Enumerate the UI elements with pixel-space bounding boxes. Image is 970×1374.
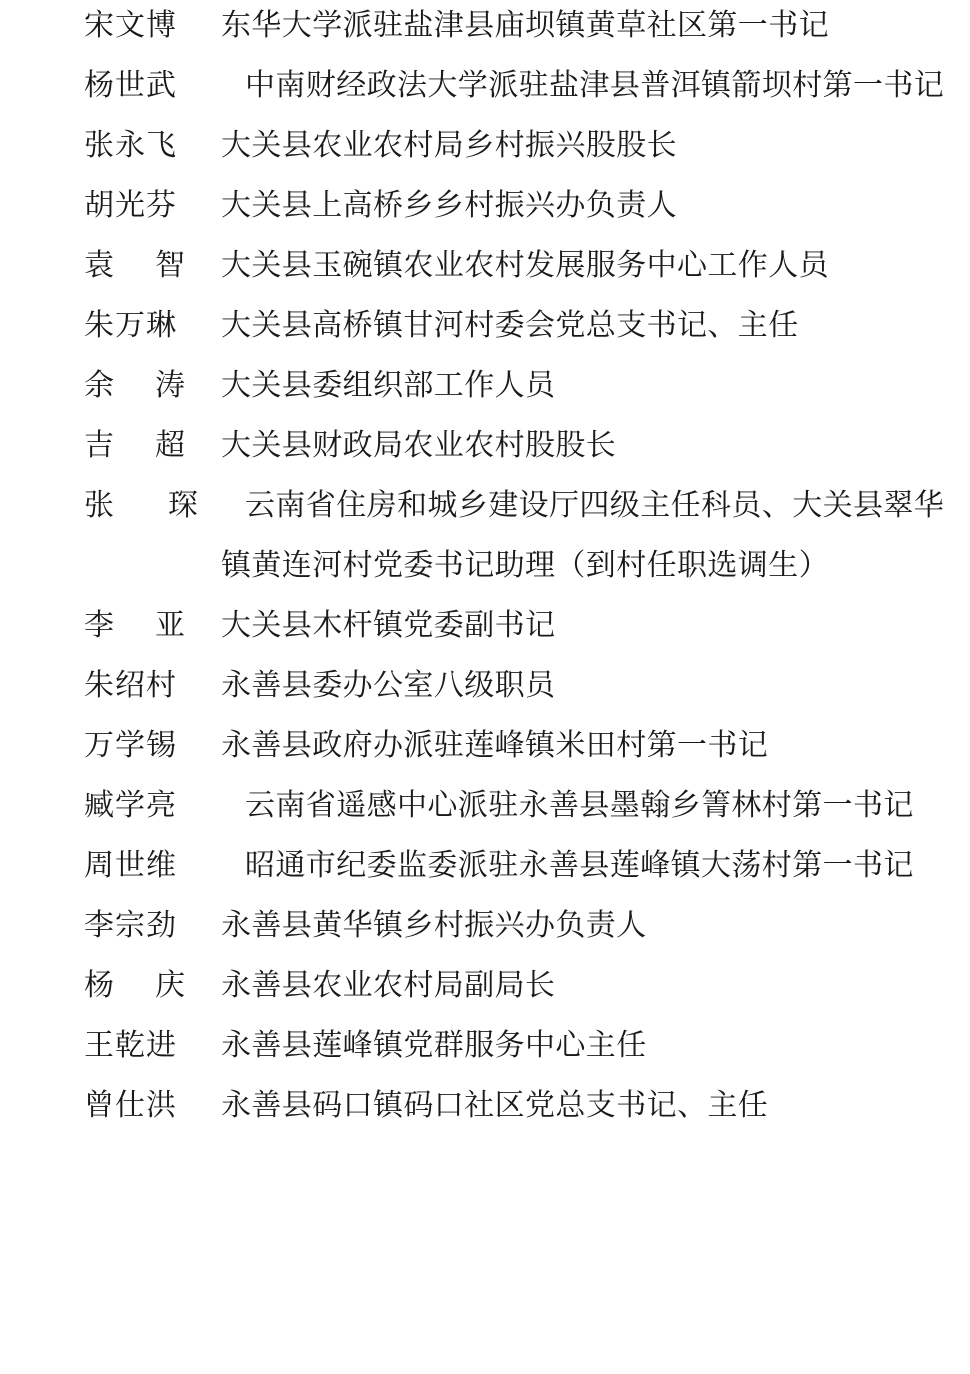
person-name: 张 琛 — [84, 488, 198, 523]
list-item — [84, 1016, 964, 1076]
list-item — [84, 1076, 964, 1136]
person-title: 大关县上高桥乡乡村振兴办负责人 — [221, 188, 677, 223]
list-item — [84, 776, 964, 836]
list-item — [84, 236, 964, 296]
person-title: 大关县木杆镇党委副书记 — [221, 608, 556, 643]
list-item — [84, 656, 964, 716]
list-item — [84, 836, 964, 896]
person-title: 大关县委组织部工作人员 — [221, 368, 556, 403]
person-title: 永善县黄华镇乡村振兴办负责人 — [221, 908, 647, 943]
person-title: 大关县玉碗镇农业农村发展服务中心工作人员 — [221, 248, 829, 283]
person-name: 李 亚 — [84, 608, 185, 643]
list-item — [84, 116, 964, 176]
person-title: 永善县政府办派驻莲峰镇米田村第一书记 — [221, 728, 769, 763]
person-name: 杨世武 — [84, 68, 177, 103]
person-name: 宋文博 — [84, 8, 177, 43]
list-item — [84, 716, 964, 776]
person-title: 大关县农业农村局乡村振兴股股长 — [221, 128, 677, 163]
list-item — [84, 896, 964, 956]
person-title: 中南财经政法大学派驻盐津县普洱镇箭坝村第一书记 — [245, 68, 945, 103]
person-name: 曾仕洪 — [84, 1088, 177, 1123]
person-name: 张永飞 — [84, 128, 177, 163]
list-item — [84, 356, 964, 416]
person-title: 云南省遥感中心派驻永善县墨翰乡箐林村第一书记 — [245, 788, 914, 823]
person-name: 朱万琳 — [84, 308, 177, 343]
list-item — [84, 416, 964, 476]
list-item — [84, 176, 964, 236]
personnel-list — [84, 0, 964, 1136]
person-title: 永善县委办公室八级职员 — [221, 668, 556, 703]
person-name: 袁 智 — [84, 248, 185, 283]
person-name: 胡光芬 — [84, 188, 177, 223]
list-item — [84, 56, 964, 116]
person-title: 大关县高桥镇甘河村委会党总支书记、主任 — [221, 308, 799, 343]
person-name: 杨 庆 — [84, 968, 185, 1003]
person-name: 臧学亮 — [84, 788, 177, 823]
list-item — [84, 0, 964, 56]
person-title: 永善县码口镇码口社区党总支书记、主任 — [221, 1088, 769, 1123]
person-title: 昭通市纪委监委派驻永善县莲峰镇大荡村第一书记 — [245, 848, 914, 883]
person-title: 大关县财政局农业农村股股长 — [221, 428, 617, 463]
person-name: 吉 超 — [84, 428, 185, 463]
person-name: 周世维 — [84, 848, 177, 883]
person-title: 永善县莲峰镇党群服务中心主任 — [221, 1028, 647, 1063]
list-item — [84, 596, 964, 656]
list-item — [84, 296, 964, 356]
person-name: 万学锡 — [84, 728, 177, 763]
person-title: 东华大学派驻盐津县庙坝镇黄草社区第一书记 — [221, 8, 829, 43]
person-title: 云南省住房和城乡建设厅四级主任科员、大关县翠华镇黄连河村党委书记助理（到村任职选调生） — [221, 488, 945, 583]
person-name: 朱绍村 — [84, 668, 177, 703]
person-title: 永善县农业农村局副局长 — [221, 968, 556, 1003]
list-item — [84, 956, 964, 1016]
person-name: 李宗劲 — [84, 908, 177, 943]
person-name: 王乾进 — [84, 1028, 177, 1063]
person-name: 余 涛 — [84, 368, 185, 403]
list-item — [84, 476, 964, 596]
